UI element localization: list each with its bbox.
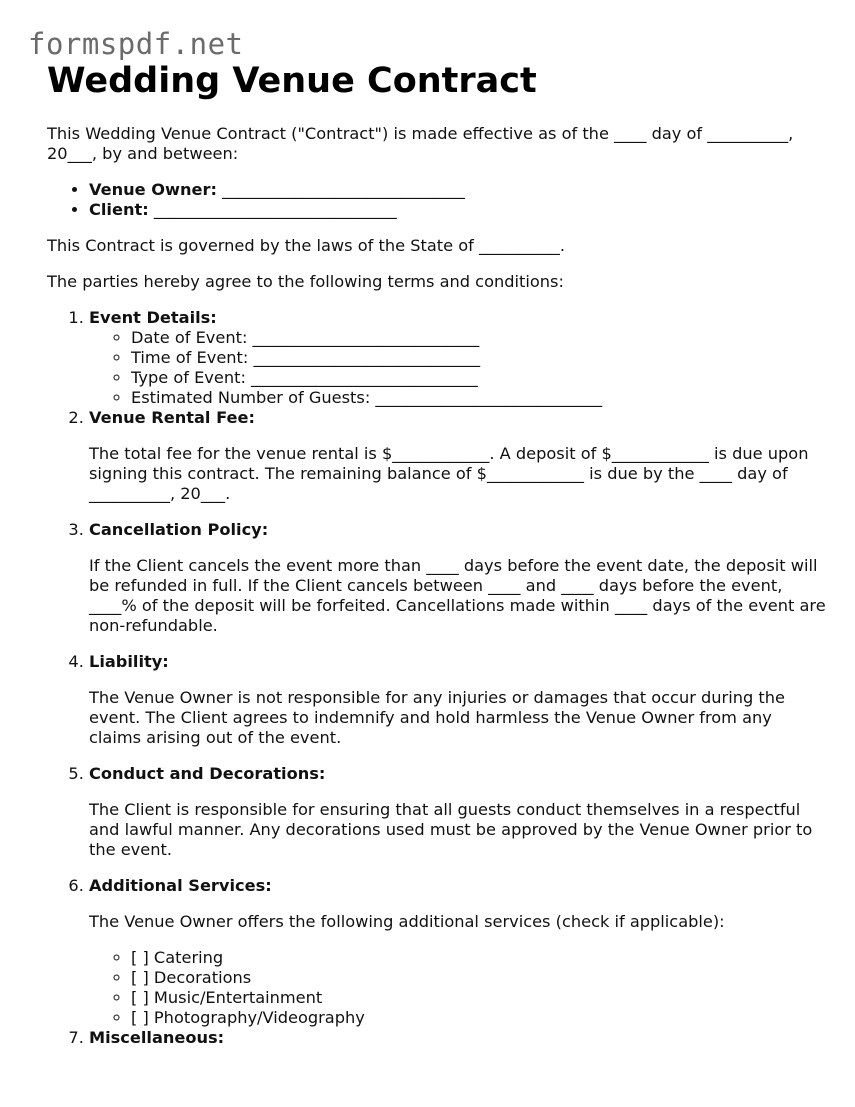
governing-law: This Contract is governed by the laws of the State of __________. [47, 236, 566, 255]
section-body: The Venue Owner is not responsible for any injuries or damages that occur during the event. The Client agrees to indemnify and hold harmless the Venue Owner from any claims arising out of the event. [89, 688, 785, 747]
page-title: Wedding Venue Contract [47, 61, 537, 101]
service-option-catering: ◦ [ ] Catering [131, 948, 827, 968]
section-title: Additional Services: [89, 876, 272, 895]
section-title: Cancellation Policy: [89, 520, 269, 539]
term-miscellaneous [89, 1028, 827, 1048]
party-blank: ______________________________ [148, 200, 397, 219]
service-option-photography: ◦ [ ] Photography/Videography [131, 1008, 827, 1028]
section-title: Miscellaneous: [89, 1028, 225, 1047]
term-liability [89, 652, 827, 748]
party-label: Client: [89, 200, 149, 219]
party-client [89, 200, 827, 220]
section-title: Liability: [89, 652, 169, 671]
terms-list [47, 308, 827, 1048]
party-blank: ______________________________ [216, 180, 465, 199]
service-option-decorations: ◦ [ ] Decorations [131, 968, 827, 988]
intro-paragraph: This Wedding Venue Contract ("Contract") is made effective as of the ____ day of __________, 20___, by and between: [47, 124, 794, 163]
services-checklist [89, 948, 827, 1028]
section-body: If the Client cancels the event more than ____ days before the event date, the deposit will be refunded in full. If the Client cancels between ____ and ____ days before the event, ____% of the deposit will be forfeited. Cancellations made within ____ days of the event are non-refundable. [89, 556, 826, 635]
list-item: ◦ Time of Event: ____________________________ [131, 348, 827, 368]
section-body: The total fee for the venue rental is $____________. A deposit of $____________ is due upon signing this contract. The remaining balance of $____________ is due by the ____ day of __________, 20___. [89, 444, 809, 503]
agreement-statement: The parties hereby agree to the following terms and conditions: [47, 272, 564, 291]
term-additional-services [89, 876, 827, 1028]
section-title: Venue Rental Fee: [89, 408, 255, 427]
list-item: ◦ Estimated Number of Guests: ____________________________ [131, 388, 827, 408]
term-conduct [89, 764, 827, 860]
list-item: ◦ Date of Event: ____________________________ [131, 328, 827, 348]
document-body [47, 60, 827, 1048]
list-item: ◦ Type of Event: ____________________________ [131, 368, 827, 388]
party-venue-owner [89, 180, 827, 200]
event-details-list [89, 328, 827, 408]
party-label: Venue Owner: [89, 180, 217, 199]
term-rental-fee [89, 408, 827, 504]
section-body: The Venue Owner offers the following additional services (check if applicable): [89, 912, 725, 931]
service-option-music: ◦ [ ] Music/Entertainment [131, 988, 827, 1008]
section-body: The Client is responsible for ensuring that all guests conduct themselves in a respectful and lawful manner. Any decorations used must be approved by the Venue Owner prior to the event. [89, 800, 813, 859]
term-event-details [89, 308, 827, 408]
section-title: Conduct and Decorations: [89, 764, 326, 783]
parties-list [47, 180, 827, 220]
section-title: Event Details: [89, 308, 217, 327]
term-cancellation [89, 520, 827, 636]
watermark: formspdf.net [28, 27, 244, 61]
